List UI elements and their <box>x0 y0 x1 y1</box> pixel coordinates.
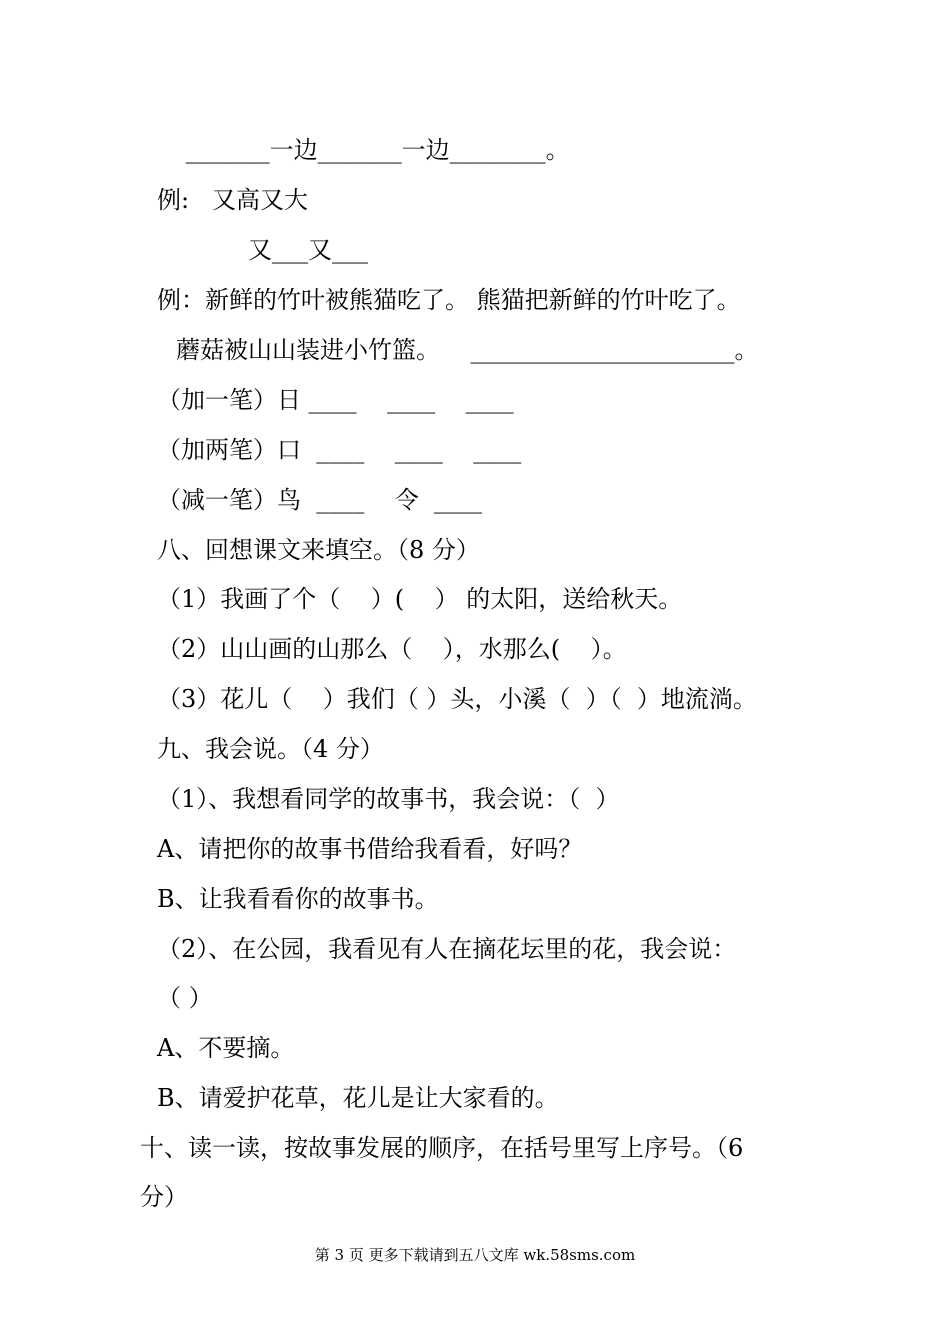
text-line: 例: 又高又大 <box>157 186 308 214</box>
text-line: 蘑菇被山山装进小竹篮。 ______________________。 <box>176 336 759 364</box>
text-line: （加一笔）日 ____ ____ ____ <box>157 386 514 414</box>
text-line: A、不要摘。 <box>157 1034 295 1062</box>
text-line: 分） <box>140 1183 188 1211</box>
text-line: （减一笔）鸟 ____ 令 ____ <box>157 486 483 514</box>
section-heading: 十、读一读，按故事发展的顺序，在括号里写上序号。（6 <box>140 1134 744 1162</box>
text-line: B、请爱护花草，花儿是让大家看的。 <box>157 1084 559 1112</box>
text-line: _______一边_______一边________。 <box>178 136 570 164</box>
section-heading: 九、我会说。（4 分） <box>157 735 384 763</box>
text-line: A、请把你的故事书借给我看看，好吗？ <box>157 835 583 863</box>
text-line: （2）山山画的山那么（ ），水那么( ）。 <box>157 635 627 663</box>
page-footer: 第 3 页 更多下载请到五八文库 wk.58sms.com <box>314 1246 636 1264</box>
text-line: B、让我看看你的故事书。 <box>157 885 439 913</box>
text-line: 例：新鲜的竹叶被熊猫吃了。 熊猫把新鲜的竹叶吃了。 <box>157 286 741 314</box>
text-line: （2）、在公园，我看见有人在摘花坛里的花，我会说： <box>157 935 737 963</box>
text-line: （加两笔）口 ____ ____ ____ <box>157 436 522 464</box>
section-heading: 八、回想课文来填空。（8 分） <box>157 536 480 564</box>
text-line: （1）我画了个（ ）( ） 的太阳，送给秋天。 <box>157 585 683 613</box>
text-line: 又___又___ <box>248 236 368 264</box>
text-line: （1）、我想看同学的故事书，我会说：（ ） <box>157 785 620 813</box>
text-line: （3）花儿（ ）我们（ ）头，小溪（ ）（ ）地流淌。 <box>157 685 757 713</box>
text-line: （ ） <box>157 984 213 1012</box>
